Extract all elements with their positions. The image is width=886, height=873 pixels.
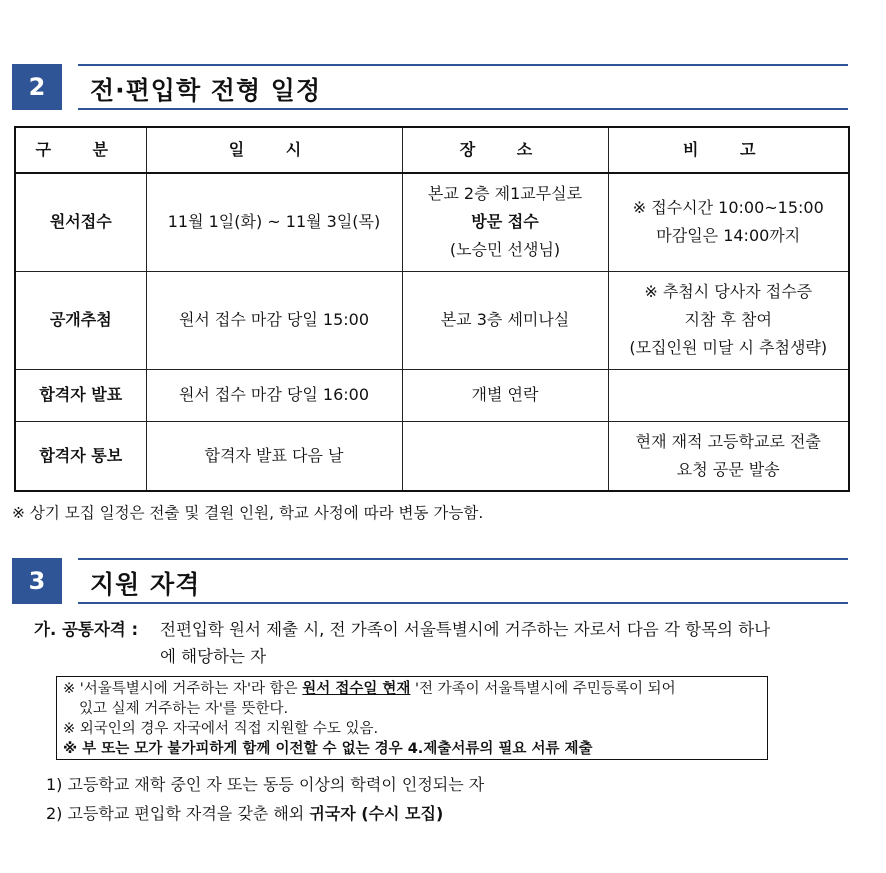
list-item [46,770,484,799]
row-date: 11월 1일(화) ~ 11월 3일(목) [146,173,402,271]
note-line: 요청 공문 발송 [676,459,780,479]
table-row [15,271,849,369]
section-3-header [12,558,848,604]
note-line: ※ 추첨시 당사자 접수증 [644,282,813,301]
table-row [15,369,849,421]
header-date: 일 시 [146,127,402,173]
note-line: 지참 후 참여 [684,310,772,329]
row-date: 합격자 발표 다음 날 [146,421,402,491]
common-qualification-text [160,616,860,670]
row-label: 합격자 발표 [15,369,146,421]
table-row [15,173,849,271]
row-note [608,173,849,271]
section-2-title: 전·편입학 전형 일정 [90,76,322,105]
box-line: 있고 실제 거주하는 자'를 뜻한다. [79,701,289,717]
row-date: 원서 접수 마감 당일 16:00 [146,369,402,421]
schedule-table [14,126,850,492]
row-place: 개별 연락 [402,369,608,421]
row-label: 공개추첨 [15,271,146,369]
list-item-bold: 귀국자 (수시 모집) [309,804,444,823]
section-2-bottom-rule [78,108,848,110]
common-qualification-label: 가. 공통자격 : [34,620,139,639]
section-2-header [12,64,848,110]
row-date: 원서 접수 마감 당일 15:00 [146,271,402,369]
row-place: 본교 3층 세미나실 [402,271,608,369]
place-line-bold: 방문 접수 [471,212,539,232]
row-note [608,421,849,491]
box-line [63,679,761,699]
row-place [402,173,608,271]
section-2-top-rule [78,64,848,66]
list-item-text: 2) 고등학교 편입학 자격을 갖춘 해외 [46,804,310,823]
list-item [46,799,484,828]
box-line-bold: ※ 부 또는 모가 불가피하게 함께 이전할 수 없는 경우 4.제출서류의 필요 서류 제출 [63,741,593,757]
header-note: 비 고 [608,127,849,173]
box-text: '전 가족이 서울특별시에 주민등록이 되어 [410,681,676,697]
header-category: 구 분 [15,127,146,173]
row-place [402,421,608,491]
table-header-row [15,127,849,173]
note-line: 현재 재적 고등학교로 전출 [635,431,821,451]
row-note [608,271,849,369]
qualification-line: 전편입학 원서 제출 시, 전 가족이 서울특별시에 거주하는 자로서 다음 각 항목의 하나 [160,620,771,639]
note-line: (모집인원 미달 시 추첨생략) [629,338,828,357]
section-3-bottom-rule [78,602,848,604]
section-2-number: 2 [12,64,62,110]
qualification-notes-box [56,676,768,760]
qualification-line: 에 해당하는 자 [160,647,267,666]
header-place: 장 소 [402,127,608,173]
place-line: (노승민 선생님) [449,240,561,260]
box-line: ※ 외국인의 경우 자국에서 직접 지원할 수도 있음. [63,721,379,737]
section-3-number: 3 [12,558,62,604]
place-line: 본교 2층 제1교무실로 [427,184,583,204]
row-label: 원서접수 [15,173,146,271]
list-item-text: 1) 고등학교 재학 중인 자 또는 동등 이상의 학력이 인정되는 자 [46,775,485,794]
row-note [608,369,849,421]
box-text: ※ '서울특별시에 거주하는 자'라 함은 [63,681,303,697]
section-3-top-rule [78,558,848,560]
note-line: ※ 접수시간 10:00~15:00 [632,198,824,218]
box-emphasis: 원서 접수일 현재 [302,681,411,697]
qualification-list [46,770,484,828]
schedule-footnote: ※ 상기 모집 일정은 전출 및 결원 인원, 학교 사정에 따라 변동 가능함. [12,504,484,522]
table-row [15,421,849,491]
note-line: 마감일은 14:00까지 [656,226,801,246]
section-3-title: 지원 자격 [90,570,201,599]
row-label: 합격자 통보 [15,421,146,491]
